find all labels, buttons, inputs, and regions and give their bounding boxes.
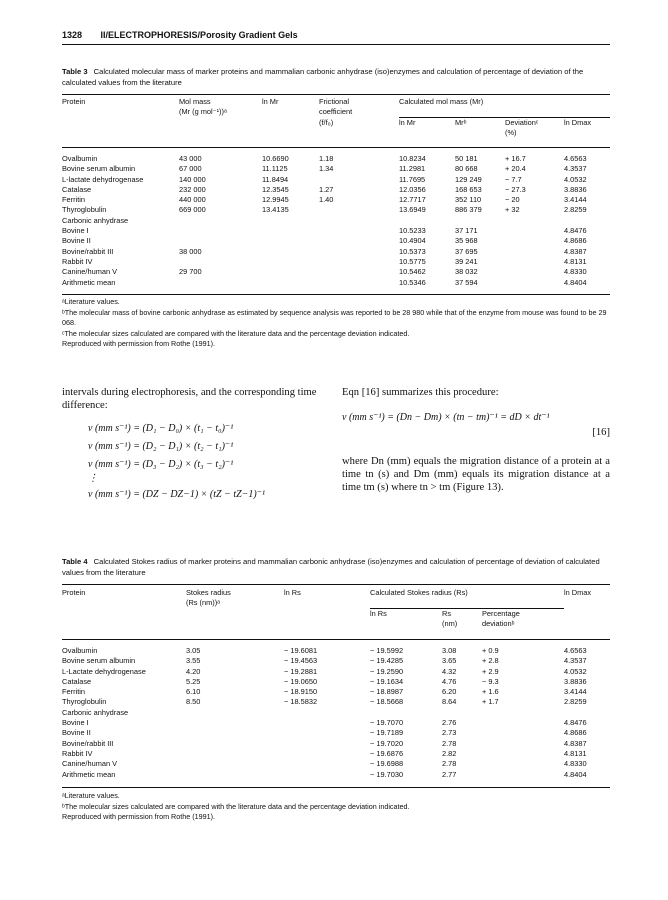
table3-top-rule (62, 94, 610, 95)
t3-h-molmass: Mol mass (179, 97, 211, 106)
right-paragraph-1: Eqn [16] summarizes this procedure: (342, 387, 499, 398)
t4-footnote: ᵇThe molecular sizes calculated are compared with the literature data and the percentage deviation indicated. (62, 801, 410, 811)
cell-lndmax: 4.3537 (564, 164, 587, 174)
cell-lndmax (564, 708, 610, 718)
t3-footnote: Reproduced with permission from Rothe (1991). (62, 339, 216, 349)
cell-calc_lnrs: − 18.5668 (370, 697, 404, 707)
cell-lndmax: 4.8404 (564, 769, 587, 779)
cell-deviation (505, 216, 564, 226)
right-column (342, 386, 610, 494)
cell-protein: Thyroglobulin (62, 205, 107, 215)
t4-h-calc-lnrs: ln Rs (370, 609, 387, 619)
cell-lnmr: 10.6690 (262, 154, 289, 163)
cell-lndmax: 4.8686 (564, 236, 587, 246)
cell-calc_lnmr: 12.0356 (399, 184, 426, 194)
cell-calc_rs: 2.76 (442, 718, 457, 728)
cell-lnmr: 12.3545 (262, 184, 289, 194)
cell-deviation: − 20 (505, 195, 520, 205)
cell-protein: Carbonic anhydrase (62, 215, 129, 225)
cell-lnmr: 11.8494 (262, 174, 289, 184)
cell-pct (482, 728, 564, 738)
table-row (62, 759, 610, 769)
cell-pct (482, 718, 564, 728)
cell-protein: Thyroglobulin (62, 697, 107, 707)
cell-deviation: − 27.3 (505, 184, 526, 194)
table-row (62, 687, 610, 697)
cell-ff0 (319, 257, 399, 267)
cell-protein: Ovalbumin (62, 154, 98, 163)
cell-deviation: + 32 (505, 205, 520, 215)
table-row (62, 718, 610, 728)
cell-calc_lnmr: 10.5462 (399, 267, 426, 277)
table3-header (62, 97, 610, 139)
table-row (62, 739, 610, 749)
t3-h-calc-lnmr: ln Mr (399, 118, 416, 128)
table-row (62, 278, 610, 288)
cell-calc_lnmr: 11.7695 (399, 174, 426, 184)
section-title: II/ELECTROPHORESIS/Porosity Gradient Gels (100, 30, 298, 40)
table-row (62, 656, 610, 666)
cell-calc_lnrs: − 19.4285 (370, 656, 404, 666)
cell-protein: Bovine/rabbit III (62, 738, 114, 748)
equation-16-label: [16] (592, 427, 610, 438)
cell-deviation (505, 267, 564, 277)
cell-stokes (186, 718, 284, 728)
t3-footnote: ᵃLiterature values. (62, 297, 120, 306)
cell-lnmr (262, 226, 319, 236)
table3-body (62, 154, 610, 288)
cell-lnmr (262, 216, 319, 226)
cell-ff0 (319, 175, 399, 185)
cell-calc_mr: 352 110 (455, 195, 482, 205)
table4-footnotes (62, 791, 610, 823)
t3-h-calc-group: Calculated mol mass (Mr) (399, 97, 484, 106)
equation: v (mm s⁻¹) = (D₁ − D₀) × (t₁ − t₀)⁻¹ (88, 423, 234, 434)
cell-calc_lnrs: − 19.7020 (370, 738, 404, 748)
t4-h-stokes: Stokes radius (186, 588, 231, 597)
cell-deviation (505, 236, 564, 246)
cell-lnrs (284, 739, 370, 749)
t3-h-frictional: Frictional (319, 97, 349, 106)
table-row (62, 154, 610, 164)
cell-molmass: 232 000 (179, 184, 206, 194)
t3-footnote: ᶜThe molecular sizes calculated are compared with the literature data and the percentage deviation indicated. (62, 328, 410, 338)
cell-lnrs (284, 759, 370, 769)
t4-h-calc-rs: Rs (442, 609, 452, 619)
cell-ff0 (319, 247, 399, 257)
cell-protein: L-Lactate dehydrogenase (62, 666, 146, 676)
cell-pct: − 9.3 (482, 676, 499, 686)
header-rule (62, 44, 610, 45)
table-row (62, 195, 610, 205)
cell-pct: + 0.9 (482, 646, 499, 655)
cell-stokes: 5.25 (186, 676, 201, 686)
table-row (62, 216, 610, 226)
cell-molmass: 38 000 (179, 246, 202, 256)
equation-16: v (mm s⁻¹) = (Dn − Dm) × (tn − tm)⁻¹ = dD × dt⁻¹ (342, 412, 550, 423)
cell-lnmr (262, 257, 319, 267)
cell-protein: Bovine/rabbit III (62, 246, 114, 256)
cell-lndmax: 2.8259 (564, 205, 587, 215)
equation-ellipsis: ⋮ (88, 473, 98, 484)
cell-calc_rs: 2.78 (442, 759, 457, 769)
cell-calc_lnrs: − 19.7189 (370, 728, 404, 738)
cell-protein: Bovine serum albumin (62, 656, 136, 666)
cell-calc_rs (442, 708, 482, 718)
cell-molmass (179, 236, 262, 246)
cell-calc_mr: 37 594 (455, 277, 478, 287)
cell-calc_lnmr: 13.6949 (399, 205, 426, 215)
cell-calc_lnmr (399, 216, 455, 226)
cell-molmass (179, 257, 262, 267)
equation: v (mm s⁻¹) = (D₂ − D₁) × (t₂ − t₁)⁻¹ (88, 441, 234, 452)
left-column (62, 386, 326, 501)
table-row (62, 257, 610, 267)
cell-ff0 (319, 267, 399, 277)
cell-lndmax: 4.8330 (564, 759, 587, 769)
cell-calc_lnrs: − 19.7030 (370, 769, 404, 779)
cell-deviation: + 20.4 (505, 164, 526, 174)
cell-pct (482, 759, 564, 769)
cell-protein: Bovine II (62, 236, 91, 246)
cell-lnmr (262, 247, 319, 257)
cell-lndmax: 2.8259 (564, 697, 587, 707)
cell-calc_lnrs: − 19.7070 (370, 718, 404, 728)
cell-deviation (505, 247, 564, 257)
cell-calc_mr: 886 379 (455, 205, 482, 215)
cell-pct: + 2.9 (482, 666, 499, 676)
table3-bottom-rule (62, 294, 610, 295)
table4-caption-text: Calculated Stokes radius of marker proteins and mammalian carbonic anhydrase (iso)enzymes and calculation of percentage of deviation of calculated values from the literature (62, 557, 600, 577)
cell-ff0: 1.27 (319, 184, 334, 194)
cell-deviation: + 16.7 (505, 154, 526, 163)
cell-lnrs (284, 749, 370, 759)
cell-protein: Bovine I (62, 226, 89, 236)
cell-lndmax: 4.8476 (564, 718, 587, 728)
cell-calc_lnmr: 10.5775 (399, 256, 426, 266)
t4-h-calc-group: Calculated Stokes radius (Rs) (370, 588, 468, 597)
table4-bottom-rule (62, 787, 610, 788)
cell-lndmax: 4.0532 (564, 666, 587, 676)
cell-ff0 (319, 205, 399, 215)
cell-lnrs: − 18.5832 (284, 697, 318, 707)
cell-lndmax: 4.8404 (564, 277, 587, 287)
cell-stokes (186, 749, 284, 759)
cell-stokes (186, 728, 284, 738)
table-row (62, 226, 610, 236)
cell-calc_rs: 2.78 (442, 738, 457, 748)
cell-stokes: 8.50 (186, 697, 201, 707)
cell-calc_mr: 50 181 (455, 154, 478, 163)
t3-h-molmass-unit: (Mr (g mol⁻¹))ᵃ (179, 107, 227, 117)
cell-calc_lnmr: 10.8234 (399, 154, 426, 163)
cell-calc_lnrs: − 18.8987 (370, 687, 404, 697)
cell-stokes: 3.55 (186, 656, 201, 666)
cell-calc_lnrs (370, 708, 442, 718)
cell-stokes: 4.20 (186, 666, 201, 676)
cell-lndmax: 3.4144 (564, 195, 587, 205)
table-row (62, 770, 610, 780)
cell-protein: Canine/human V (62, 759, 118, 769)
t3-h-ff0: (f/f₀) (319, 117, 334, 127)
t3-h-coefficient: coefficient (319, 107, 353, 117)
page-number: 1328 (62, 30, 83, 40)
cell-calc_rs: 2.73 (442, 728, 457, 738)
cell-protein: Arithmetic mean (62, 769, 116, 779)
table3-caption-text: Calculated molecular mass of marker proteins and mammalian carbonic anhydrase (iso)enzymes and calculation of percentage of deviation of the calculated values from the literature (62, 67, 584, 87)
running-header (62, 30, 610, 40)
cell-molmass (179, 278, 262, 288)
cell-lndmax: 4.8387 (564, 738, 587, 748)
cell-protein: Rabbit IV (62, 748, 93, 758)
cell-lnrs (284, 728, 370, 738)
cell-calc_mr: 37 171 (455, 226, 478, 236)
cell-lndmax: 4.6563 (564, 154, 587, 163)
table4-body (62, 646, 610, 780)
cell-molmass: 140 000 (179, 174, 206, 184)
cell-ff0: 1.18 (319, 154, 334, 163)
cell-calc_mr (455, 216, 505, 226)
cell-lnrs: − 19.2881 (284, 666, 318, 676)
equation: v (mm s⁻¹) = (DZ − DZ−1) × (tZ − tZ−1)⁻¹ (88, 489, 266, 500)
cell-calc_mr: 129 249 (455, 174, 482, 184)
cell-protein: Catalase (62, 184, 92, 194)
cell-protein: Catalase (62, 676, 92, 686)
cell-pct (482, 739, 564, 749)
cell-lndmax: 3.8836 (564, 184, 587, 194)
cell-lndmax: 3.4144 (564, 687, 587, 697)
cell-calc_rs: 8.64 (442, 697, 457, 707)
t3-h-calc-mr: Mrᵇ (455, 118, 467, 128)
cell-calc_lnrs: − 19.6988 (370, 759, 404, 769)
table-row (62, 708, 610, 718)
cell-deviation: − 7.7 (505, 174, 522, 184)
cell-ff0 (319, 236, 399, 246)
cell-molmass: 440 000 (179, 195, 206, 205)
cell-calc_lnrs: − 19.5992 (370, 646, 404, 655)
left-paragraph: intervals during electrophoresis, and the corresponding time difference: (62, 387, 317, 411)
cell-calc_lnrs: − 19.6876 (370, 748, 404, 758)
table-row (62, 185, 610, 195)
cell-pct: + 1.6 (482, 687, 499, 697)
cell-protein: Carbonic anhydrase (62, 707, 129, 717)
cell-pct: + 2.8 (482, 656, 499, 666)
cell-lndmax: 4.3537 (564, 656, 587, 666)
cell-lnrs: − 19.6081 (284, 646, 318, 655)
cell-protein: Ferritin (62, 195, 85, 205)
table4-top-rule (62, 584, 610, 585)
t4-footnote: Reproduced with permission from Rothe (1991). (62, 812, 216, 822)
cell-lndmax: 4.8131 (564, 748, 587, 758)
t3-footnote: ᵇThe molecular mass of bovine carbonic anhydrase as estimated by sequence analysis was reported to be 28 980 while that of the enzyme from mouse was found to be 29 068. (62, 307, 607, 328)
cell-molmass: 29 700 (179, 267, 202, 277)
cell-calc_rs: 3.65 (442, 656, 457, 666)
table-row (62, 267, 610, 277)
cell-ff0 (319, 278, 399, 288)
cell-lndmax: 4.6563 (564, 646, 587, 655)
table-row (62, 697, 610, 707)
cell-deviation (505, 257, 564, 267)
right-paragraph-2: where Dn (mm) equals the migration distance of a protein at a time tn (s) and Dm (mm) equals its migration distance at a time tm (s) where tn > tm (Figure 13). (342, 456, 610, 493)
cell-calc_rs: 3.08 (442, 646, 457, 655)
cell-lnrs (284, 708, 370, 718)
cell-stokes (186, 759, 284, 769)
table3-mid-rule (62, 147, 610, 148)
cell-calc_mr: 39 241 (455, 256, 478, 266)
cell-lndmax: 3.8836 (564, 676, 587, 686)
table-row (62, 749, 610, 759)
cell-stokes (186, 739, 284, 749)
cell-pct (482, 749, 564, 759)
cell-lnrs: − 18.9150 (284, 687, 318, 697)
t3-h-deviation-unit: (%) (505, 128, 517, 138)
table3-footnotes (62, 297, 610, 350)
cell-lndmax: 4.8330 (564, 267, 587, 277)
cell-lndmax (564, 216, 610, 226)
cell-lnrs (284, 770, 370, 780)
cell-calc_mr: 35 968 (455, 236, 478, 246)
cell-calc_mr: 168 653 (455, 184, 482, 194)
cell-stokes: 3.05 (186, 646, 201, 655)
table-row (62, 205, 610, 215)
cell-calc_lnrs: − 19.2590 (370, 666, 404, 676)
cell-protein: Ferritin (62, 687, 85, 697)
cell-calc_rs: 2.77 (442, 769, 457, 779)
table-row (62, 667, 610, 677)
cell-pct (482, 770, 564, 780)
table3-label: Table 3 (62, 67, 88, 76)
cell-pct (482, 708, 564, 718)
cell-calc_lnmr: 10.5346 (399, 277, 426, 287)
cell-calc_rs: 4.76 (442, 676, 457, 686)
cell-protein: Bovine II (62, 728, 91, 738)
table4-caption (62, 556, 610, 578)
table-row (62, 646, 610, 656)
table4-label: Table 4 (62, 557, 88, 566)
cell-protein: Bovine serum albumin (62, 164, 136, 174)
cell-lnmr (262, 267, 319, 277)
cell-lnrs: − 19.0650 (284, 676, 318, 686)
cell-lndmax: 4.8131 (564, 256, 587, 266)
cell-lndmax: 4.0532 (564, 174, 587, 184)
cell-calc_rs: 4.32 (442, 666, 457, 676)
cell-calc_lnmr: 10.5233 (399, 226, 426, 236)
table4-mid-rule (62, 639, 610, 640)
cell-molmass: 67 000 (179, 164, 202, 174)
t3-h-deviation: Deviationᶜ (505, 118, 539, 128)
cell-calc_rs: 6.20 (442, 687, 457, 697)
t4-h-calc-rs-unit: (nm) (442, 619, 458, 629)
cell-lndmax: 4.8476 (564, 226, 587, 236)
cell-lnmr (262, 236, 319, 246)
t4-h-lndmax: ln Dmax (564, 588, 592, 597)
cell-calc_mr: 80 668 (455, 164, 478, 174)
cell-protein: Canine/human V (62, 267, 118, 277)
cell-stokes: 6.10 (186, 687, 201, 697)
cell-ff0 (319, 226, 399, 236)
cell-calc_mr: 38 032 (455, 267, 478, 277)
cell-molmass: 43 000 (179, 154, 202, 163)
cell-ff0 (319, 216, 399, 226)
cell-protein: Ovalbumin (62, 646, 98, 655)
cell-protein: Rabbit IV (62, 256, 93, 266)
cell-lnmr (262, 278, 319, 288)
t4-h-pct: Percentage (482, 609, 520, 619)
table-row (62, 175, 610, 185)
cell-calc_rs: 2.82 (442, 748, 457, 758)
t4-h-pct2: deviationᵇ (482, 619, 515, 629)
table-row (62, 728, 610, 738)
cell-pct: + 1.7 (482, 697, 499, 707)
cell-calc_lnrs: − 19.1634 (370, 676, 404, 686)
cell-lnmr: 13.4135 (262, 205, 289, 215)
equation: v (mm s⁻¹) = (D₃ − D₂) × (t₃ − t₂)⁻¹ (88, 459, 234, 470)
cell-lndmax: 4.8686 (564, 728, 587, 738)
cell-lnmr: 12.9945 (262, 195, 289, 205)
cell-lndmax: 4.8387 (564, 246, 587, 256)
cell-calc_lnmr: 12.7717 (399, 195, 426, 205)
t3-h-lndmax: ln Dmax (564, 118, 592, 128)
table3-caption (62, 66, 610, 88)
cell-protein: L-lactate dehydrogenase (62, 174, 144, 184)
table4-header (62, 588, 610, 630)
table-row (62, 677, 610, 687)
cell-deviation (505, 278, 564, 288)
cell-deviation (505, 226, 564, 236)
cell-molmass (179, 216, 262, 226)
t3-h-protein: Protein (62, 97, 86, 106)
table-row (62, 247, 610, 257)
cell-lnmr: 11.1125 (262, 164, 288, 174)
table-row (62, 236, 610, 246)
cell-ff0: 1.34 (319, 164, 334, 174)
cell-calc_lnmr: 10.4904 (399, 236, 426, 246)
cell-lnrs: − 19.4563 (284, 656, 318, 666)
cell-stokes (186, 770, 284, 780)
cell-calc_lnmr: 10.5373 (399, 246, 426, 256)
cell-protein: Bovine I (62, 718, 89, 728)
t4-h-lnrs: ln Rs (284, 588, 301, 597)
cell-protein: Arithmetic mean (62, 277, 116, 287)
table-row (62, 164, 610, 174)
cell-calc_lnmr: 11.2981 (399, 164, 426, 174)
cell-calc_mr: 37 695 (455, 246, 478, 256)
t3-h-lnmr: ln Mr (262, 97, 279, 106)
t4-footnote: ᵃLiterature values. (62, 791, 120, 800)
t4-h-stokes-unit: (Rs (nm))ᵃ (186, 598, 220, 608)
cell-molmass (179, 226, 262, 236)
t4-h-protein: Protein (62, 588, 86, 597)
cell-stokes (186, 708, 284, 718)
cell-molmass: 669 000 (179, 205, 206, 215)
cell-ff0: 1.40 (319, 195, 334, 205)
cell-lnrs (284, 718, 370, 728)
